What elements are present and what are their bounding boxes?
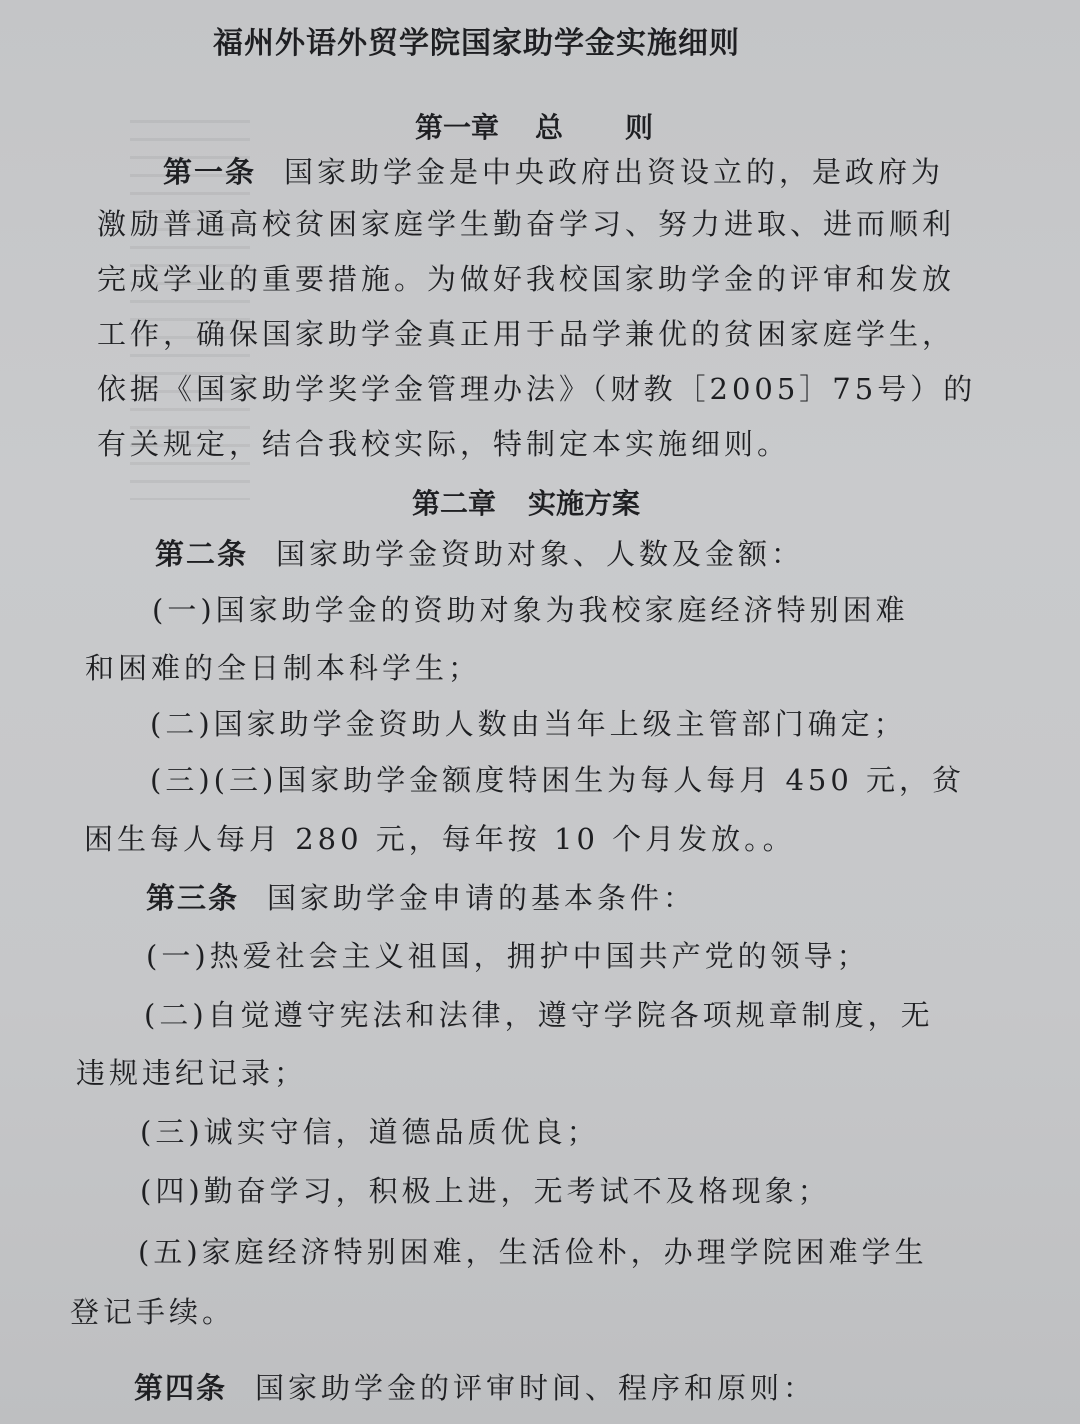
article-1-line-6: 有关规定，结合我校实际，特制定本实施细则。	[97, 427, 791, 461]
document-title: 福州外语外贸学院国家助学金实施细则	[213, 26, 740, 61]
chapter-2-label: 第二章	[412, 487, 497, 520]
article-3-line-1: (一)热爱社会主义祖国，拥护中国共产党的领导；	[146, 939, 870, 973]
article-1-line-3: 完成学业的重要措施。为做好我校国家助学金的评审和发放	[97, 262, 956, 296]
article-2-line-2: 和困难的全日制本科学生；	[85, 651, 482, 685]
article-3-line-7: 登记手续。	[70, 1295, 236, 1329]
article-3-line-2: (二)自觉遵守宪法和法律，遵守学院各项规章制度，无	[144, 998, 934, 1032]
chapter-1-name: 总	[535, 111, 564, 144]
article-2-intro: 第二条 国家助学金资助对象、人数及金额：	[155, 537, 805, 571]
chapter-2-name: 实施方案	[528, 487, 641, 520]
chapter-1-heading	[415, 106, 653, 146]
article-2-line-4: (三)(三)国家助学金额度特困生为每人每月 450 元，贫	[150, 763, 966, 797]
article-1-line-4: 工作，确保国家助学金真正用于品学兼优的贫困家庭学生，	[97, 317, 956, 351]
article-3-line-3: 违规违纪记录；	[76, 1056, 308, 1090]
article-1-line-1: 第一条 国家助学金是中央政府出资设立的，是政府为	[163, 155, 945, 189]
article-3-label: 第三条	[146, 881, 240, 915]
article-2-line-5: 困生每人每月 280 元，每年按 10 个月发放。。	[84, 822, 796, 856]
article-2-line-1: (一)国家助学金的资助对象为我校家庭经济特别困难	[152, 593, 909, 627]
article-3-line-6: (五)家庭经济特别困难，生活俭朴，办理学院困难学生	[138, 1235, 928, 1269]
article-4-intro: 第四条 国家助学金的评审时间、程序和原则：	[134, 1371, 817, 1405]
article-3-line-4: (三)诚实守信，道德品质优良；	[140, 1115, 600, 1149]
article-1-line-2: 激励普通高校贫困家庭学生勤奋学习、努力进取、进而顺利	[97, 207, 956, 241]
article-3-line-5: (四)勤奋学习，积极上进，无考试不及格现象；	[140, 1174, 831, 1208]
chapter-1-label: 第一章	[415, 111, 500, 144]
article-3-intro: 第三条 国家助学金申请的基本条件：	[146, 881, 697, 915]
article-1-label: 第一条	[163, 155, 257, 189]
article-4-label: 第四条	[134, 1371, 228, 1405]
article-1-line-5: 依据《国家助学奖学金管理办法》（财教［2005］75号）的	[97, 372, 977, 406]
article-2-line-3: (二)国家助学金资助人数由当年上级主管部门确定；	[150, 707, 907, 741]
article-2-label: 第二条	[155, 537, 249, 571]
chapter-2-heading	[412, 482, 640, 522]
chapter-1-name-2: 则	[625, 111, 654, 144]
